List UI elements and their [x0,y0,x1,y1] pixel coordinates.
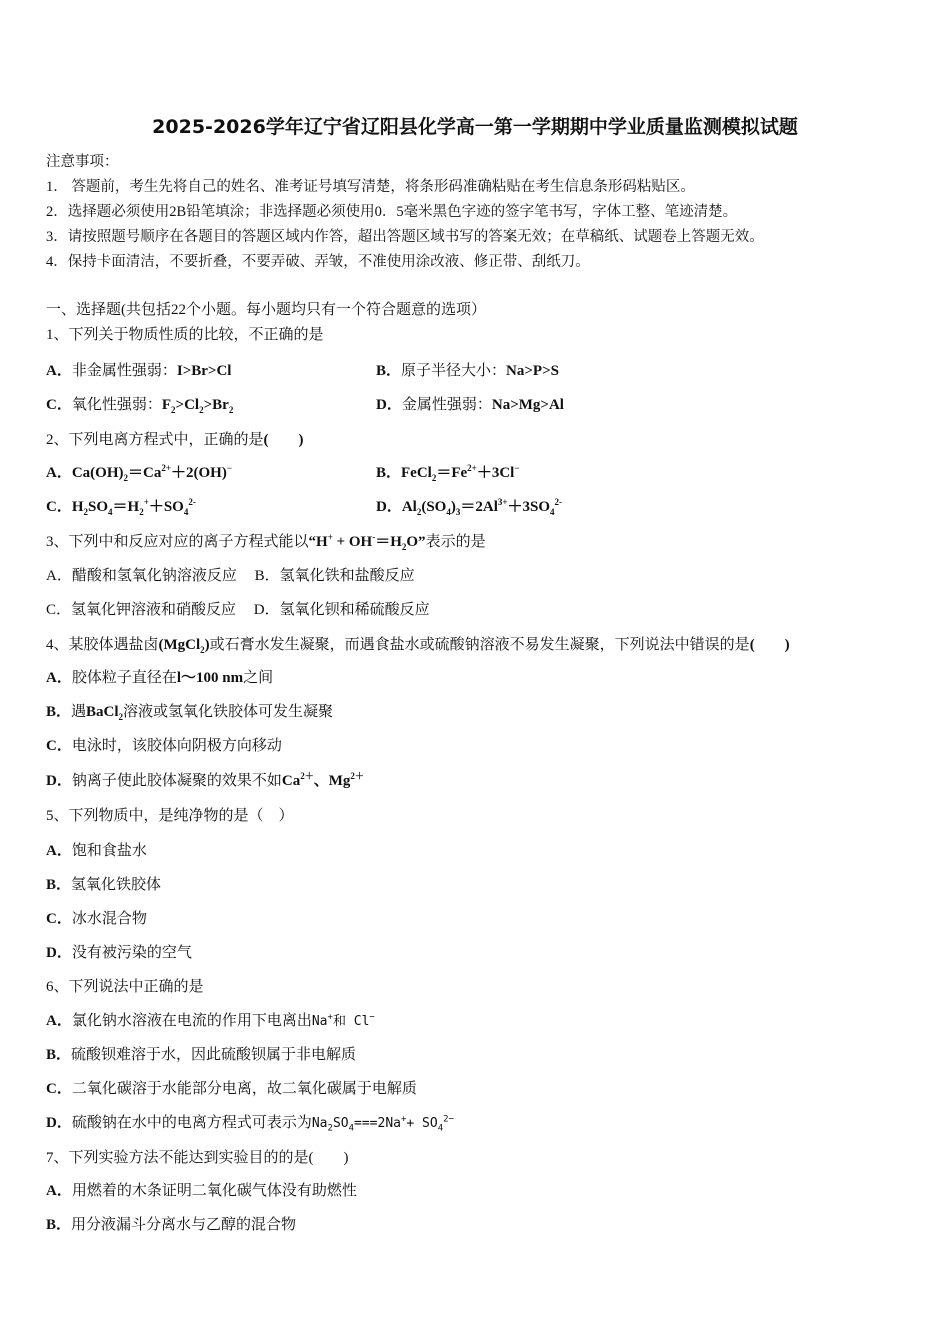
notice-item-3: 3．请按照题号顺序在各题目的答题区域内作答，超出答题区域书写的答案无效；在草稿纸、试题卷上答题无效。 [46,229,764,245]
question-5-option-a: A．饱和食盐水 [46,843,147,859]
page-title: 2025-2026学年辽宁省辽阳县化学高一第一学期期中学业质量监测模拟试题 [152,116,798,138]
question-3-option-c: C．氢氧化钾溶液和硝酸反应 [46,602,237,618]
question-1-option-b: B．原子半径大小：Na>P>S [376,363,559,379]
question-4-stem: 4、某胶体遇盐卤(MgCl$_2$)或石膏水发生凝聚，而遇食盐水或硫酸钠溶液不易发生凝聚，下列说法中错误的是( ) [46,637,790,655]
question-5-option-c: C．冰水混合物 [46,911,147,927]
notice-item-4: 4．保持卡面清洁，不要折叠，不要弄破、弄皱，不准使用涂改液、修正带、刮纸刀。 [46,254,590,270]
question-4-option-c: C．电泳时，该胶体向阴极方向移动 [46,738,282,754]
question-2-stem: 2、下列电离方程式中，正确的是( ) [46,432,304,448]
question-5-option-d: D．没有被污染的空气 [46,945,192,961]
question-7-option-a: A．用燃着的木条证明二氧化碳气体没有助燃性 [46,1183,357,1199]
question-1-stem: 1、下列关于物质性质的比较，不正确的是 [46,327,324,343]
question-7-stem: 7、下列实验方法不能达到实验目的的是( ) [46,1150,349,1166]
question-3-option-b: B．氢氧化铁和盐酸反应 [254,568,415,584]
question-1-option-c: C．氧化性强弱：$F_2>Cl_2>Br_2$ [46,397,234,415]
question-7-option-b: B．用分液漏斗分离水与乙醇的混合物 [46,1217,297,1233]
question-6-option-b: B．硫酸钡难溶于水，因此硫酸钡属于非电解质 [46,1047,357,1063]
notice-item-1: 1． 答题前，考生先将自己的姓名、准考证号填写清楚，将条形码准确粘贴在考生信息条形码粘贴区。 [46,179,695,195]
question-6-stem: 6、下列说法中正确的是 [46,979,204,995]
question-1-option-d: D．金属性强弱：Na>Mg>Al [376,397,564,413]
question-4-option-b: B．遇BaCl$_2$溶液或氢氧化铁胶体可发生凝聚 [46,704,334,722]
section-heading: 一、选择题(共包括22个小题。每小题均只有一个符合题意的选项） [46,302,486,318]
question-2-option-d: D．$Al_2(SO_4)_3=2Al^{3+}+3SO_4^{2-}$ [376,497,563,517]
question-2-option-c: C．$H_2SO_4=H_2^++SO_4^{2-}$ [46,497,196,517]
question-6-option-d: D．硫酸钠在水中的电离方程式可表示为$Na_2SO_4===2Na^++ SO_4^{2-}$ [46,1114,454,1134]
question-1-option-a: A．非金属性强弱：I>Br>Cl [46,363,232,379]
question-1-options-ab [46,361,906,381]
question-2-options-ab [46,463,906,483]
question-6-option-c: C．二氧化碳溶于水能部分电离，故二氧化碳属于电解质 [46,1081,417,1097]
question-3-option-d: D．氢氧化钡和稀硫酸反应 [253,602,430,618]
question-4-option-d: D．钠离子使此胶体凝聚的效果不如$Ca^{2+}$、$Mg^{2+}$ [46,771,364,789]
question-3-stem: 3、下列中和反应对应的离子方程式能以“$H^+ + OH^-=H_2O$”表示的是 [46,532,486,552]
question-2-option-a: A．$Ca(OH)_2=Ca^{2+}+2(OH)^-$ [46,463,232,483]
notice-heading: 注意事项： [46,154,119,170]
question-5-stem: 5、下列物质中，是纯净物的是（ ） [46,808,294,824]
question-3-option-a: A．醋酸和氢氧化钠溶液反应 [46,568,237,584]
question-4-option-a: A．胶体粒子直径在l～100 nm之间 [46,670,274,686]
question-5-option-b: B．氢氧化铁胶体 [46,877,162,893]
question-1-options-cd [46,395,906,415]
notice-item-2: 2．选择题必须使用2B铅笔填涂；非选择题必须使用0．5毫米黑色字迹的签字笔书写，字体工整、笔迹清楚。 [46,204,738,220]
question-3-options-ab [46,566,906,586]
question-3-options-cd [46,600,906,620]
question-2-option-b: B．$FeCl_2=Fe^{2+}+3Cl^-$ [376,463,520,483]
question-2-options-cd [46,497,906,517]
question-6-option-a: A．氯化钠水溶液在电流的作用下电离出Na+和 Cl− [46,1012,375,1029]
